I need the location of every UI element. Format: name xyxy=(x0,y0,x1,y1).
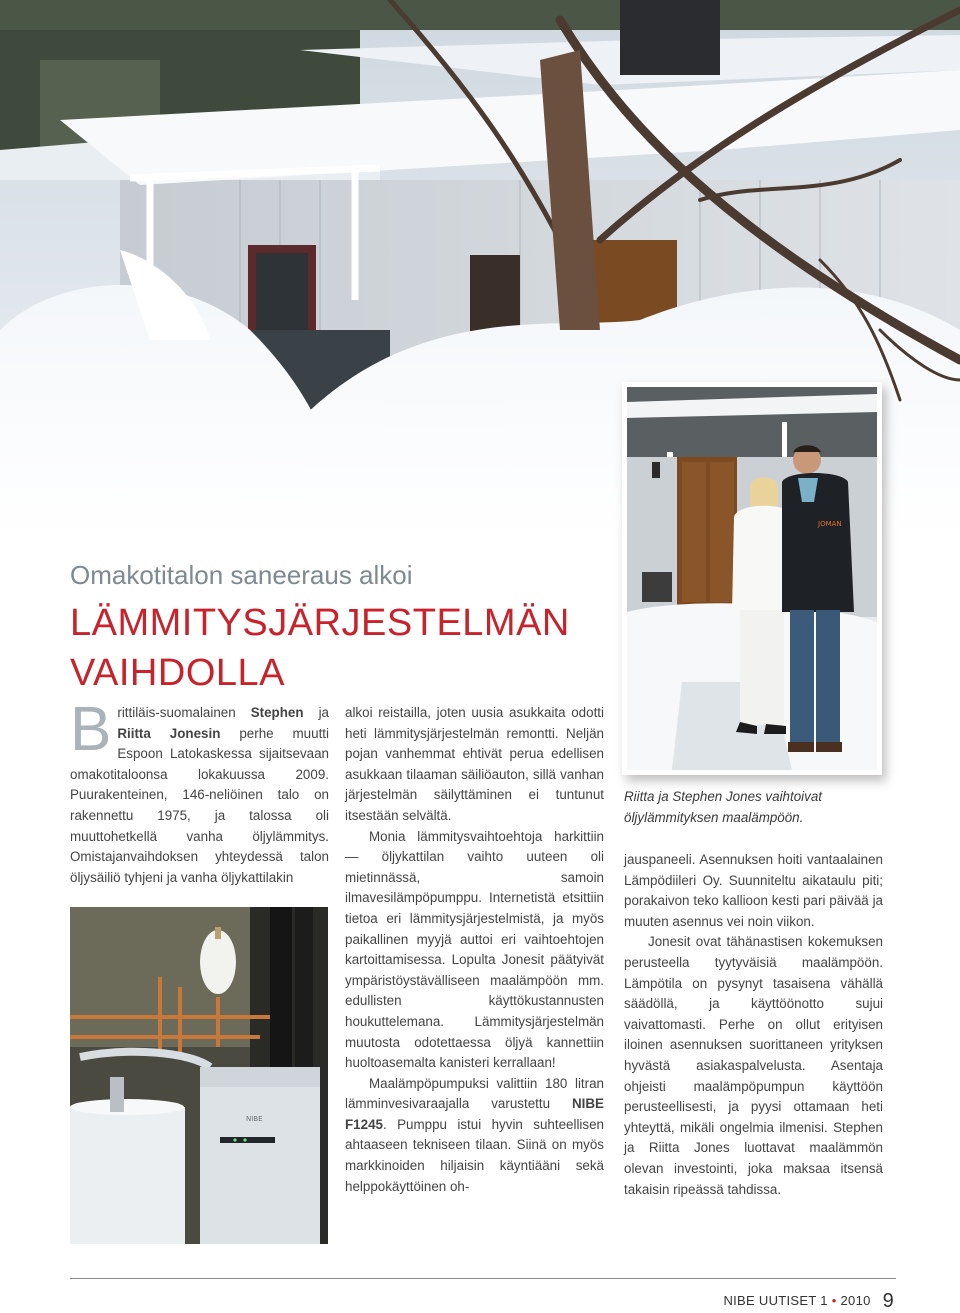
person-name: Riitta Jonesin xyxy=(117,725,221,741)
title-line-1: LÄMMITYSJÄRJESTELMÄN xyxy=(70,602,570,644)
title-line-2: VAIHDOLLA xyxy=(70,652,285,694)
text-run: perhe muutti Espoon Latokaskessa sijaitsevaan omakotitaloonsa lokakuussa 2009. Puurakenteinen, 146-neliöinen talo on rakennettu 1975, ja talossa oli muuttohetkellä vanha öljylämmitys. Omistajanvaihdoksen yhteydessä talon öljysäiliö tyhjeni ja vanha öljykattilakin xyxy=(70,725,329,885)
article-paragraph: Jonesit ovat tähänastisen kokemuksen perusteella tyytyväisiä maalämpöön. Lämpötila on pysynyt tasaisena vähällä säädöllä, ja käyttöönotto sujui vaivattomasti. Perhe on ollut erityisen iloinen asennuksen suorittaneen yrityksen hyvästä asiakaspalvelusta. Asentaja ohjeisti maalämpöpumpun käyttöön perusteellisesti, ja pyysi ottamaan heti yhteyttä, mikäli ongelmia ilmenisi. Stephen ja Riitta Jones luottavat maalämmön olevan investointi, joka maksaa itsensä takaisin ripeässä tahdissa. xyxy=(624,934,883,1197)
article-paragraph: Monia lämmitysvaihtoehtoja harkittiin — öljykattilan vaihto uuteen oli mietinnässä, samoin ilmavesilämpöpumppu. Internetistä etsittiin tietoa eri lämmitysjärjestelmistä, ja myös paikallinen myyjä auttoi eri vaihtoehtojen kartoittamisessa. Lopulta Jonesit päätyivät ympäristöystävälliseen maalämpöön mm. edullisten käyttökustannusten houkuttelemana. Lämmitysjärjestelmän muutosta odotettaessa öljyä kannettiin huoltoasemalta kanisteri kerrallaan! xyxy=(345,828,604,1071)
portrait-photo xyxy=(622,382,882,775)
article-title xyxy=(70,598,610,698)
text-run: ja xyxy=(303,705,329,720)
article-paragraph: alkoi reistailla, joten uusia asukkaita odotti heti lämmitysjärjestelmän remontti. Neljän pojan vanhemmat ehtivät perua edellisen asukkaan tilaaman säiliöauton, sillä vanhan järjestelmän säilyttäminen ei tuntunut itsestään selvältä. xyxy=(345,705,604,823)
article-paragraph xyxy=(70,695,329,888)
product-name: NIBE F1245 xyxy=(345,1096,604,1132)
text-run: . Pumppu istui hyvin suhteellisen ahtaaseen tekniseen tilaan. Siinä on myös markkinoiden hiljaisin käyntiääni sekä helppokäyttöinen oh- xyxy=(345,1116,604,1194)
issue-year: 2010 xyxy=(840,1293,871,1308)
pump-brand-label: NIBE xyxy=(246,1115,263,1123)
article-paragraph: jauspaneeli. Asennuksen hoiti vantaalainen Lämpödiileri Oy. Suunniteltu aikataulu piti; porakaivon teko kallioon kesti pari päivää ja muuten asennus vei noin viikon. xyxy=(624,852,883,929)
portrait-photo-frame xyxy=(622,382,882,775)
magazine-name: NIBE UUTISET 1 xyxy=(723,1293,828,1308)
article-column-1 xyxy=(70,695,329,888)
footer-divider xyxy=(70,1278,896,1279)
article-column-3 xyxy=(624,850,883,1200)
footer-separator: • xyxy=(831,1293,837,1308)
person-name: Stephen xyxy=(250,705,304,720)
jacket-print-label: JOMAN xyxy=(818,520,842,528)
photo-caption: Riitta ja Stephen Jones vaihtoivat öljylämmityksen maalämpöön. xyxy=(624,789,823,825)
article-subtitle: Omakotitalon saneeraus alkoi xyxy=(70,560,413,590)
text-run: Maalämpöpumpuksi valittiin 180 litran lämminvesivaraajalla varustettu xyxy=(345,1075,604,1112)
article-paragraph xyxy=(345,1074,604,1198)
page-number: 9 xyxy=(882,1290,894,1312)
drop-cap: B xyxy=(70,695,112,764)
heat-pump-photo xyxy=(70,907,328,1244)
text-run: rittiläis-suomalainen xyxy=(117,705,251,720)
article-column-2 xyxy=(345,703,604,1197)
